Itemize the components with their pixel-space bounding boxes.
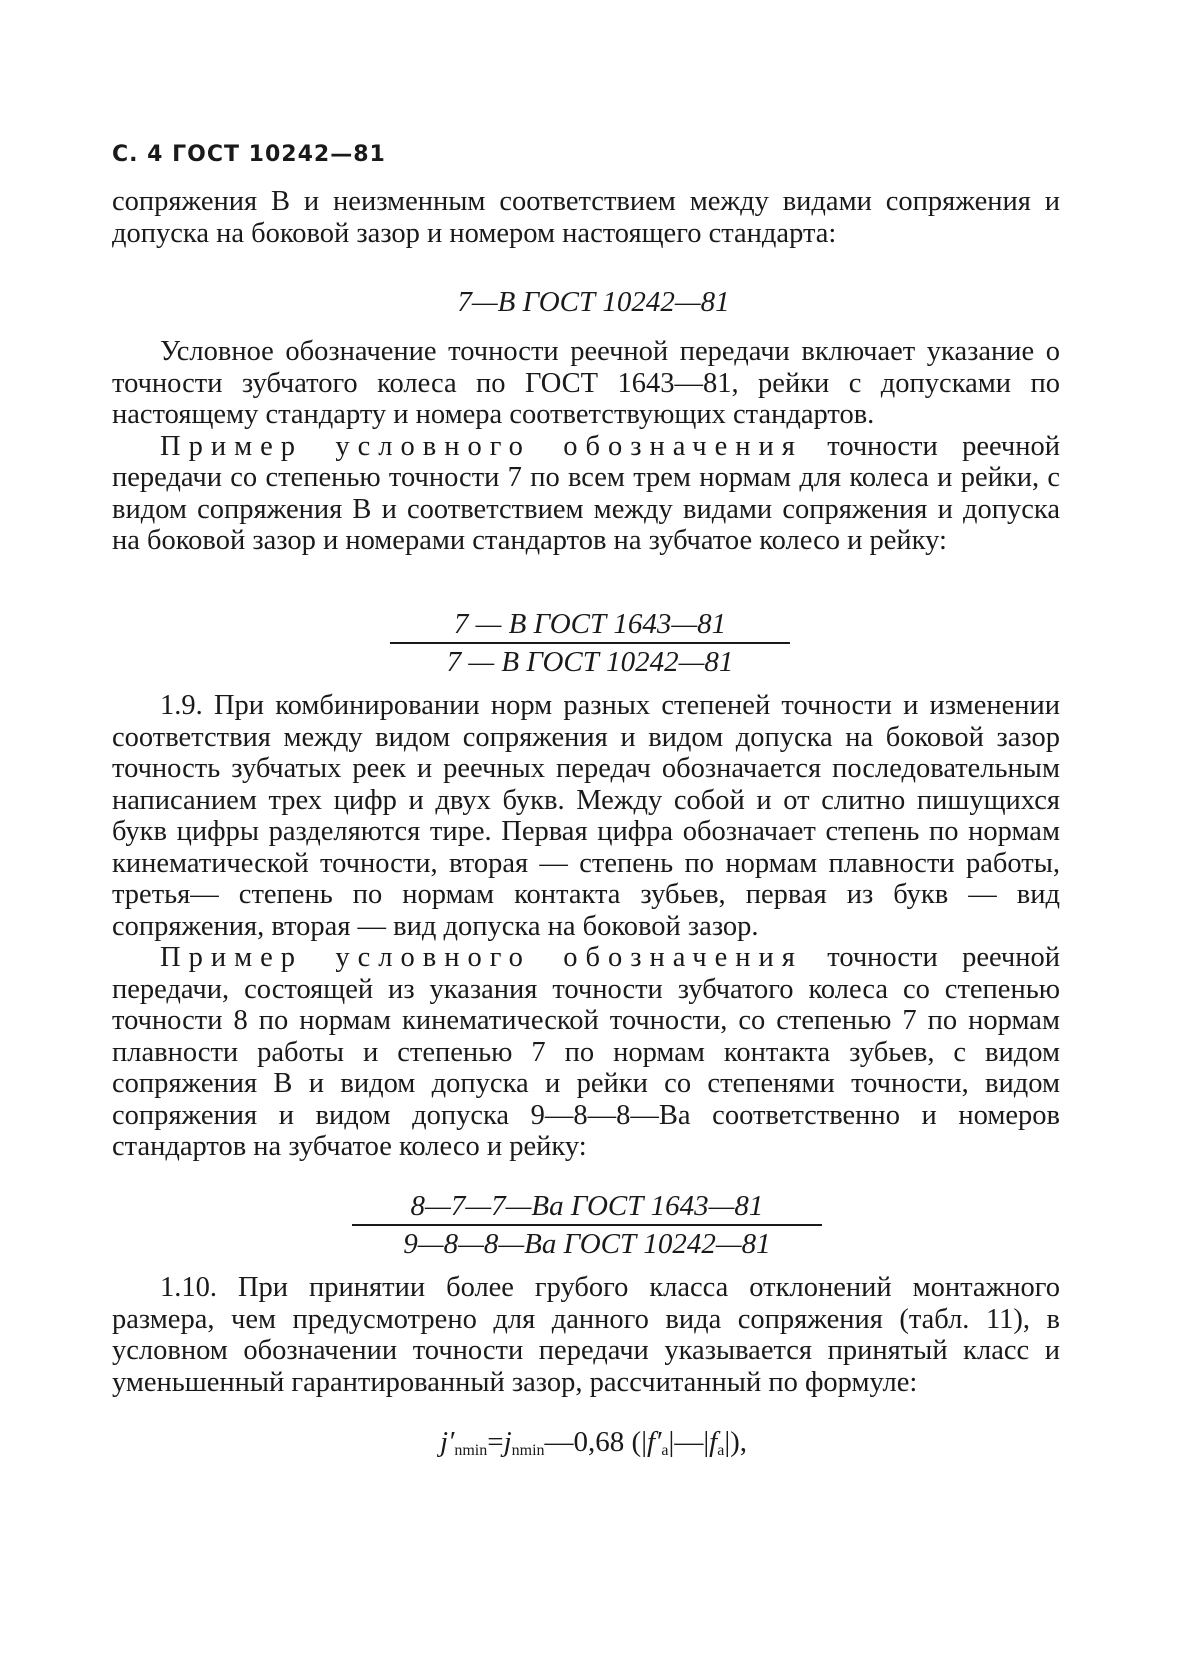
fraction-designation-2 [352, 1188, 822, 1262]
eq-tail: |), [724, 1426, 748, 1458]
text-block-2 [112, 336, 1060, 557]
paragraph-5-text: точности реечной передачи, состоящей из указания точности зубчатого колеса со степенью точности 8 по нормам кинематической точности, со степенью 7 по нормам плавности работы и степенью 7 по нормам контакта зубьев, с видом сопряжения В и видом допуска и рейки со степенями точности, видом сопряжения и видом допуска 9—8—8—Ва соответственно и номеров стандартов на зубчатое колесо и рейку: [112, 942, 1060, 1162]
paragraph-2: Условное обозначение точности реечной передачи включает указание о точности зубчатого колеса по ГОСТ 1643—81, рейки с допусками по настоящему стандарту и номера соответствующих стандартов. [112, 336, 1060, 430]
paragraph-4: 1.9. При комбинировании норм разных степеней точности и изменении соответствия между видом сопряжения и видом допуска на боковой зазор точность зубчатых реек и реечных передач обозначается последовательным написанием трех цифр и двух букв. Между собой и от слитно пишущихся букв цифры разделяются тире. Первая цифра обозначает степень по нормам кинематической точности, вторая — степень по нормам плавности работы, третья— степень по нормам контакта зубьев, первая из букв — вид сопряжения, вторая — вид допуска на боковой зазор. [112, 690, 1060, 942]
eq-lhs-symbol: j′ [439, 1426, 455, 1458]
eq-sep: |—| [668, 1426, 710, 1458]
eq-f1-symbol: f′ [647, 1426, 662, 1458]
eq-f1-sub: a [661, 1442, 669, 1459]
eq-middle: —0,68 (| [544, 1426, 648, 1458]
paragraph-6: 1.10. При принятии более грубого класса отклонений монтажного размера, чем предусмотрено для данного вида сопряжения (табл. 11), в условном обозначении точности передачи указывается принятый класс и уменьшенный гарантированный зазор, рассчитанный по формуле: [112, 1272, 1060, 1398]
eq-rhs-symbol: j [503, 1426, 512, 1458]
paragraph-5 [112, 942, 1060, 1163]
text-block-4 [112, 1272, 1060, 1398]
page-header: С. 4 ГОСТ 10242—81 [112, 142, 386, 167]
fraction-1-denominator: 7 — В ГОСТ 10242—81 [446, 646, 734, 678]
fraction-2-denominator: 9—8—8—Ва ГОСТ 10242—81 [403, 1228, 771, 1260]
formula-designation-1: 7—В ГОСТ 10242—81 [457, 286, 730, 318]
example-label-1: Пример условного обозначения [160, 430, 803, 462]
paragraph-1: сопряжения В и неизменным соответствием между видами сопряжения и допуска на боковой зазор и номером настоящего стандарта: [112, 186, 1060, 249]
eq-rhs-sub: nmin [511, 1442, 545, 1459]
paragraph-continuation [112, 186, 1060, 249]
fraction-2-numerator: 8—7—7—Ва ГОСТ 1643—81 [352, 1188, 822, 1226]
eq-f2-sub: a [717, 1442, 725, 1459]
text-block-3 [112, 690, 1060, 1163]
paragraph-3 [112, 431, 1060, 557]
fraction-1-numerator: 7 — В ГОСТ 1643—81 [390, 606, 790, 644]
eq-equals: = [487, 1426, 504, 1458]
fraction-designation-1 [390, 606, 790, 680]
eq-lhs-sub: nmin [454, 1442, 488, 1459]
clearance-formula [0, 1426, 1187, 1460]
example-label-2: Пример условного обозначения [160, 942, 803, 973]
paragraph-3-text: точности реечной передачи со степенью точности 7 по всем трем нормам для колеса и рейки, с видом сопряжения В и соответствием между видами сопряжения и допуска на боковой зазор и номерами стандартов на зубчатое колесо и рейку: [112, 430, 1060, 556]
eq-f2-symbol: f [709, 1426, 718, 1458]
